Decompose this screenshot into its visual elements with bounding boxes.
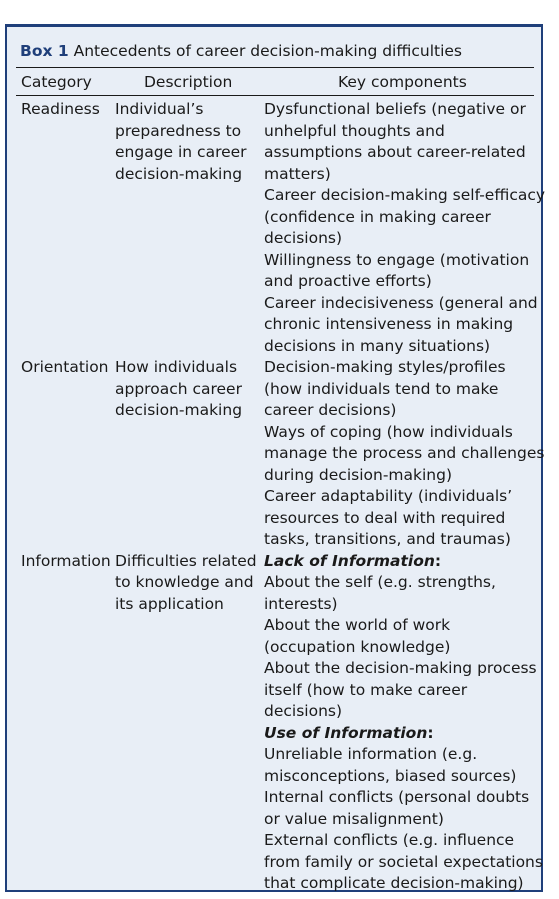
component-line: Dysfunctional beliefs (negative or: [264, 100, 526, 118]
row-key-components: [264, 551, 543, 895]
box-label: Box 1: [20, 42, 69, 60]
description-line: engage in career: [115, 143, 247, 161]
component-subheading: [264, 723, 543, 745]
subheading-suffix: :: [434, 551, 442, 570]
description-line: Individual’s: [115, 100, 204, 118]
component-line: decisions): [264, 702, 343, 720]
subheading-text: Use of Information: [264, 723, 428, 742]
component-line: career decisions): [264, 401, 397, 419]
box-title-text: Antecedents of career decision-making difficulties: [73, 42, 462, 60]
component-line: decisions in many situations): [264, 336, 491, 355]
component-line: that complicate decision-making): [264, 874, 524, 892]
table-top-rule: [16, 67, 534, 68]
box-top-rule: [5, 24, 543, 27]
subheading-suffix: :: [427, 723, 434, 742]
component-line: or value misalignment): [264, 809, 444, 828]
row-key-components: [264, 99, 545, 357]
header-rule: [16, 95, 534, 96]
component-line: About the world of work: [264, 616, 451, 634]
header-category: Category: [21, 73, 92, 91]
header-key-components: Key components: [338, 73, 467, 91]
component-line: About the self (e.g. strengths,: [264, 573, 496, 591]
component-line: itself (how to make career: [264, 680, 468, 699]
component-subheading: [264, 551, 543, 573]
description-line: Difficulties related: [115, 551, 257, 570]
component-line: manage the process and challenges: [264, 444, 545, 462]
row-key-components: [264, 357, 544, 551]
component-line: Career indecisiveness (general and: [264, 293, 538, 312]
component-line: during decision-making): [264, 465, 453, 484]
component-line: External conflicts (e.g. influence: [264, 831, 515, 849]
row-description: [115, 357, 242, 422]
description-line: to knowledge and: [115, 573, 254, 591]
description-line: decision-making: [115, 401, 243, 419]
component-line: and proactive efforts): [264, 272, 432, 290]
component-line: interests): [264, 594, 338, 613]
header-description: Description: [144, 73, 233, 91]
row-category: Readiness: [21, 100, 100, 118]
component-line: About the decision-making process: [264, 659, 537, 677]
component-line: unhelpful thoughts and: [264, 121, 445, 140]
description-line: How individuals: [115, 358, 238, 376]
description-line: approach career: [115, 379, 242, 398]
component-line: (occupation knowledge): [264, 637, 451, 656]
component-line: matters): [264, 164, 331, 183]
component-line: assumptions about career-related: [264, 143, 526, 161]
component-line: tasks, transitions, and traumas): [264, 530, 511, 548]
description-line: decision-making: [115, 164, 243, 183]
component-line: chronic intensiveness in making: [264, 315, 514, 333]
component-line: (confidence in making career: [264, 207, 491, 226]
description-line: preparedness to: [115, 121, 242, 140]
box-title: [20, 41, 462, 61]
description-line: its application: [115, 594, 224, 613]
component-line: Ways of coping (how individuals: [264, 422, 513, 441]
component-line: Career decision-making self-efficacy: [264, 186, 546, 204]
row-description: [115, 99, 247, 185]
component-line: Career adaptability (individuals’: [264, 487, 513, 505]
component-line: Decision-making styles/profiles: [264, 358, 506, 376]
component-line: Internal conflicts (personal doubts: [264, 788, 530, 806]
component-line: from family or societal expectations: [264, 852, 543, 871]
component-line: misconceptions, biased sources): [264, 766, 517, 785]
component-line: Unreliable information (e.g.: [264, 745, 478, 763]
component-line: decisions): [264, 229, 343, 247]
component-line: resources to deal with required: [264, 508, 506, 527]
row-category: Orientation: [21, 358, 109, 376]
row-description: [115, 551, 257, 616]
component-line: (how individuals tend to make: [264, 379, 499, 398]
component-line: Willingness to engage (motivation: [264, 250, 530, 269]
subheading-text: Lack of Information: [264, 551, 435, 570]
row-category: Information: [21, 551, 111, 570]
